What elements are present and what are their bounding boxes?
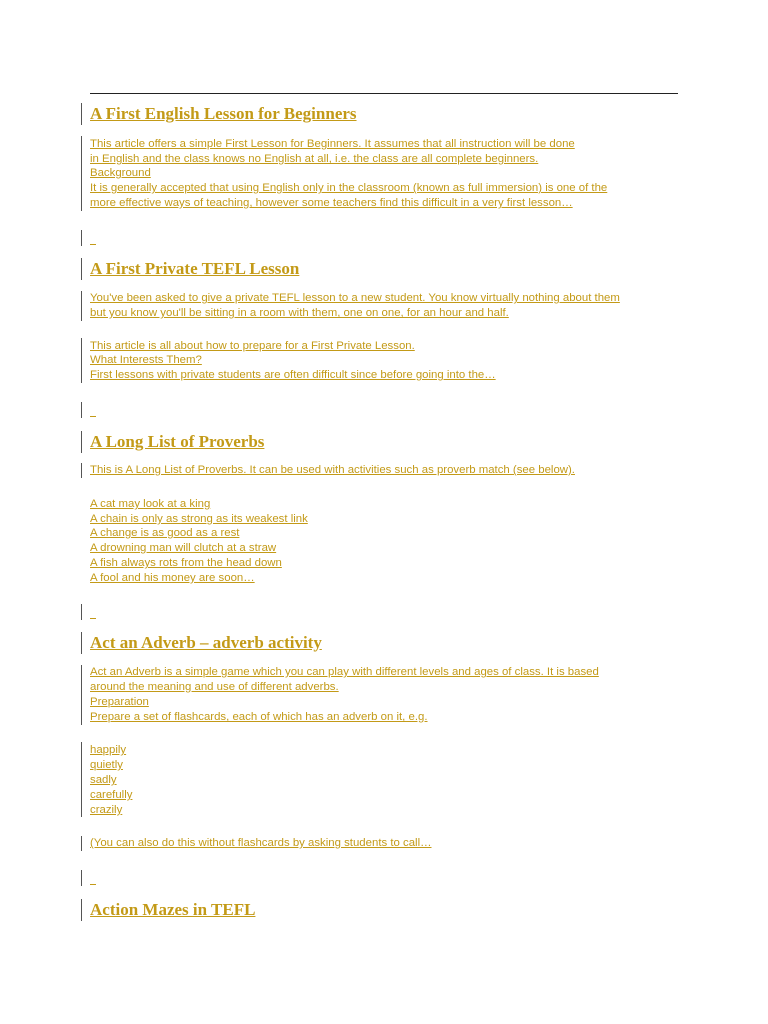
proverb-item[interactable]: A cat may look at a king xyxy=(90,498,211,510)
article-excerpt-line[interactable]: First lessons with private students are often difficult since before going into the… xyxy=(90,369,496,381)
margin-bar xyxy=(81,665,82,725)
adverb-item[interactable]: crazily xyxy=(90,804,123,816)
article-title-first-private-tefl[interactable]: A First Private TEFL Lesson xyxy=(90,259,300,278)
margin-bar xyxy=(81,402,82,418)
article-excerpt-line[interactable]: (You can also do this without flashcards by asking students to call… xyxy=(90,837,432,849)
article-excerpt-line[interactable]: You've been asked to give a private TEFL lesson to a new student. You know virtually nothing about them xyxy=(90,292,620,304)
proverb-item[interactable]: A fish always rots from the head down xyxy=(90,557,282,569)
empty-link[interactable] xyxy=(90,244,96,245)
proverb-item[interactable]: A fool and his money are soon… xyxy=(90,572,255,584)
proverb-item[interactable]: A drowning man will clutch at a straw xyxy=(90,542,277,554)
article-excerpt-line[interactable]: but you know you'll be sitting in a room with them, one on one, for an hour and half. xyxy=(90,307,509,319)
article-excerpt-line[interactable]: Prepare a set of flashcards, each of which has an adverb on it, e.g. xyxy=(90,711,428,723)
margin-bar xyxy=(81,632,82,654)
article-title-long-list-proverbs[interactable]: A Long List of Proverbs xyxy=(90,432,265,451)
margin-bar xyxy=(81,836,82,851)
proverb-item[interactable]: A chain is only as strong as its weakest link xyxy=(90,513,308,525)
margin-bar xyxy=(81,103,82,125)
adverb-item[interactable]: sadly xyxy=(90,774,117,786)
proverb-item[interactable]: A change is as good as a rest xyxy=(90,527,240,539)
article-title-action-mazes[interactable]: Action Mazes in TEFL xyxy=(90,900,256,919)
margin-bar xyxy=(81,338,82,383)
article-title-first-english-lesson[interactable]: A First English Lesson for Beginners xyxy=(90,104,357,123)
article-excerpt-line[interactable]: It is generally accepted that using English only in the classroom (known as full immersion) is one of the xyxy=(90,182,608,194)
article-excerpt-line[interactable]: around the meaning and use of different adverbs. xyxy=(90,681,339,693)
article-excerpt-line[interactable]: in English and the class knows no English at all, i.e. the class are all complete beginners. xyxy=(90,153,539,165)
adverb-item[interactable]: quietly xyxy=(90,759,123,771)
empty-link[interactable] xyxy=(90,416,96,417)
article-excerpt-line[interactable]: Preparation xyxy=(90,696,149,708)
margin-bar xyxy=(81,899,82,921)
article-excerpt-line[interactable]: This article offers a simple First Lesson for Beginners. It assumes that all instruction will be done xyxy=(90,138,575,150)
article-excerpt-line[interactable]: Act an Adverb is a simple game which you can play with different levels and ages of class. It is based xyxy=(90,666,599,678)
margin-bar xyxy=(81,230,82,246)
margin-bar xyxy=(81,604,82,620)
article-excerpt-line[interactable]: This article is all about how to prepare for a First Private Lesson. xyxy=(90,340,415,352)
margin-bar xyxy=(81,291,82,321)
margin-bar xyxy=(81,431,82,453)
margin-bar xyxy=(81,742,82,817)
margin-bar xyxy=(81,870,82,886)
adverb-item[interactable]: happily xyxy=(90,744,127,756)
article-excerpt-line[interactable]: What Interests Them? xyxy=(90,354,202,366)
adverb-item[interactable]: carefully xyxy=(90,789,133,801)
article-excerpt-line[interactable]: more effective ways of teaching, however some teachers find this difficult in a very first lesson… xyxy=(90,197,573,209)
margin-bar xyxy=(81,136,82,211)
article-excerpt-line[interactable]: Background xyxy=(90,167,151,179)
empty-link[interactable] xyxy=(90,618,96,619)
article-excerpt-line[interactable]: This is A Long List of Proverbs. It can be used with activities such as proverb match (see below). xyxy=(90,464,575,476)
top-divider xyxy=(90,93,678,94)
margin-bar xyxy=(81,463,82,478)
margin-bar xyxy=(81,258,82,280)
empty-link[interactable] xyxy=(90,884,96,885)
article-title-act-an-adverb[interactable]: Act an Adverb – adverb activity xyxy=(90,633,322,652)
